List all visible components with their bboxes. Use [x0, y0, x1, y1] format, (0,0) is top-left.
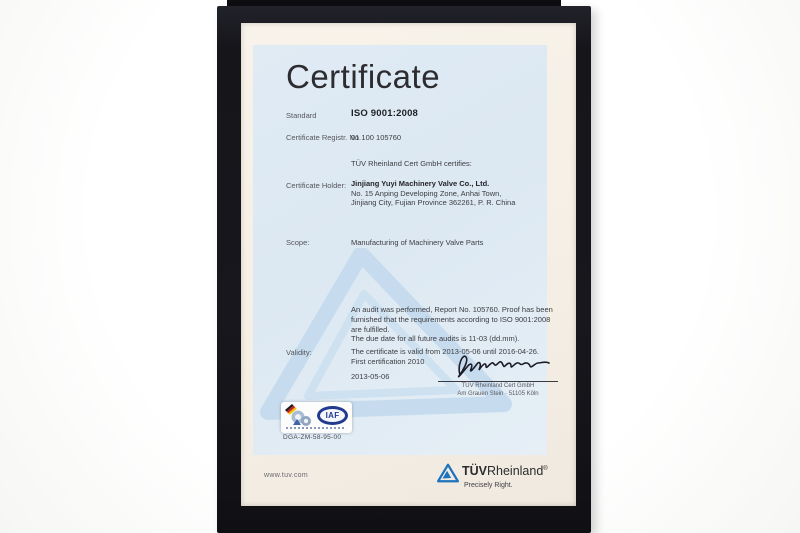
audit-line-4: The due date for all future audits is 11-03 (dd.mm). — [351, 334, 520, 344]
validity-line-1: The certificate is valid from 2013-05-06 until 2016-04-26. — [351, 347, 540, 356]
iaf-logo — [317, 406, 348, 425]
brand-wordmark — [462, 464, 548, 478]
audit-line-2: furnished that the requirements according to ISO 9001:2008 — [351, 314, 551, 324]
audit-paragraph — [351, 305, 556, 344]
signature-divider — [438, 381, 558, 382]
holder-address-2: Jinjiang City, Fujian Province 362261, P. R. China — [351, 198, 516, 207]
brand-tuv: TÜV — [462, 464, 487, 478]
standard-value: ISO 9001:2008 — [351, 108, 419, 119]
signer-address: Am Grauen Stein · 51105 Köln — [457, 391, 539, 397]
tuv-rheinland-logo-icon — [437, 463, 459, 483]
validity-label: Validity: — [286, 348, 312, 357]
certifies-line: TÜV Rheinland Cert GmbH certifies: — [351, 159, 472, 168]
footer-website: www.tuv.com — [264, 472, 309, 479]
scope-label: Scope: — [286, 238, 310, 247]
brand-tagline: Precisely Right. — [464, 482, 513, 489]
accreditation-code: DGA-ZM-58-95-00 — [283, 434, 342, 441]
brand-registered-mark: ® — [543, 465, 548, 472]
signature-icon — [452, 349, 557, 381]
audit-line-1: An audit was performed, Report No. 105760. Proof has been — [351, 305, 553, 314]
holder-name: Jinjiang Yuyi Machinery Valve Co., Ltd. — [351, 179, 490, 188]
signer-org: TÜV Rheinland Cert GmbH — [461, 383, 535, 389]
validity-line-2: First certification 2010 — [351, 357, 425, 366]
holder-address-1: No. 15 Anping Developing Zone, Anhai Town, — [351, 189, 502, 198]
iaf-logo-inner — [320, 409, 345, 422]
audit-line-3: are fulfilled. — [351, 324, 390, 334]
scope-value: Manufacturing of Machinery Valve Parts — [351, 238, 484, 247]
registration-number: 01 100 105760 — [351, 133, 402, 142]
standard-label: Standard — [286, 111, 317, 120]
iaf-label: IAF — [325, 411, 340, 420]
registration-label: Certificate Registr. No. — [286, 133, 362, 142]
holder-label: Certificate Holder: — [286, 181, 347, 190]
page-title: Certificate — [286, 58, 441, 95]
accreditation-gear-icon — [289, 408, 315, 428]
badge-fineprint — [286, 427, 346, 429]
issue-date: 2013-05-06 — [351, 372, 390, 381]
accreditation-badge — [281, 402, 352, 433]
brand-rheinland: Rheinland — [487, 464, 544, 478]
